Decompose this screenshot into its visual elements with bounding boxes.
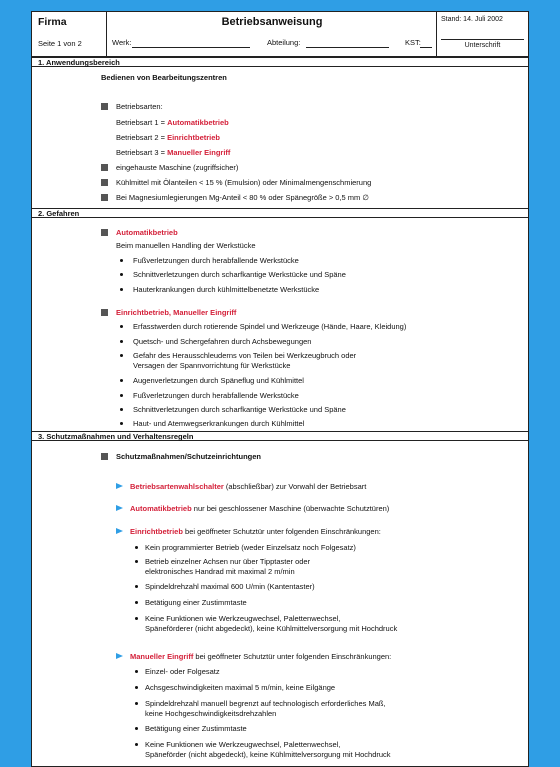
bullet-dot: [120, 273, 123, 276]
list-item: Erfasstwerden durch rotierende Spindel und Werkzeuge (Hände, Haare, Kleidung): [133, 322, 407, 331]
kst-label: KST:: [405, 38, 421, 47]
arrow-right-icon: [116, 483, 123, 489]
bullet-dot: [120, 288, 123, 291]
arrow-right-icon: [116, 528, 123, 534]
s1-subtitle: Bedienen von Bearbeitungszentren: [101, 73, 227, 82]
list-item: Spindeldrehzahl maximal 600 U/min (Kantentaster): [145, 582, 315, 591]
bullet-dot: [135, 585, 138, 588]
bullet-dot: [120, 422, 123, 425]
square-bullet: [101, 164, 108, 171]
s1-eingehaust: eingehauste Maschine (zugriffsicher): [116, 163, 239, 172]
section-heading-1: 1. Anwendungsbereich: [32, 57, 528, 67]
list-item-continued: Versagen der Spannvorrichtung für Werkstücke: [133, 361, 291, 370]
arrow-right-icon: [116, 653, 123, 659]
s1-kuehlmittel: Kühlmittel mit Ölanteilen < 15 % (Emulsion) oder Minimalmengenschmierung: [116, 178, 372, 187]
square-bullet: [101, 453, 108, 460]
bullet-dot: [120, 259, 123, 262]
arrow-right-icon: [116, 505, 123, 511]
list-item: Quetsch- und Schergefahren durch Achsbewegungen: [133, 337, 312, 346]
s1-betriebsarten: Betriebsarten:: [116, 102, 163, 111]
page-indicator: Seite 1 von 2: [38, 39, 82, 48]
company-name: Firma: [38, 16, 67, 28]
list-item: Einzel- oder Folgesatz: [145, 667, 220, 676]
list-item: Betätigung einer Zustimmtaste: [145, 724, 247, 733]
list-item: Keine Funktionen wie Werkzeugwechsel, Palettenwechsel,: [145, 614, 341, 623]
section-heading-3: 3. Schutzmaßnahmen und Verhaltensregeln: [32, 431, 528, 441]
list-item: Haut- und Atemwegserkrankungen durch Kühlmittel: [133, 419, 305, 428]
square-bullet: [101, 103, 108, 110]
signature-label: Unterschrift: [464, 42, 501, 49]
s1-betriebsart-3: Betriebsart 3 = Manueller Eingriff: [116, 148, 231, 157]
bullet-dot: [135, 743, 138, 746]
list-item: Hauterkrankungen durch kühlmittelbenetzte Werkstücke: [133, 285, 320, 294]
list-item: Betätigung einer Zustimmtaste: [145, 598, 247, 607]
list-item-continued: Späneförder (nicht abgedeckt), keine Kühlmittelversorgung mit Hochdruck: [145, 750, 391, 759]
werk-label: Werk:: [112, 38, 132, 47]
s3-measure-4: Manueller Eingriff bei geöffneter Schutztür unter folgenden Einschränkungen:: [130, 652, 392, 661]
list-item: Kein programmierter Betrieb (weder Einzelsatz noch Folgesatz): [145, 543, 356, 552]
werk-field[interactable]: [132, 47, 250, 48]
s2-einr-title: Einrichtbetrieb, Manueller Eingriff: [116, 308, 237, 317]
bullet-dot: [135, 670, 138, 673]
section-heading-2: 2. Gefahren: [32, 208, 528, 218]
list-item: Schnittverletzungen durch scharfkantige Werkstücke und Späne: [133, 270, 346, 279]
title-cell: [107, 12, 437, 56]
list-item-continued: keine Hochgeschwindigkeitsdrehzahlen: [145, 709, 277, 718]
abteilung-label: Abteilung:: [267, 38, 301, 47]
list-item: Fußverletzungen durch herabfallende Werkstücke: [133, 256, 299, 265]
s3-measure-1: Betriebsartenwahlschalter (abschließbar) zur Vorwahl der Betriebsart: [130, 482, 367, 491]
bullet-dot: [120, 394, 123, 397]
list-item: Achsgeschwindigkeiten maximal 5 m/min, keine Eilgänge: [145, 683, 336, 692]
company-cell: [32, 12, 107, 56]
list-item: Augenverletzungen durch Späneflug und Kühlmittel: [133, 376, 304, 385]
s1-betriebsart-1: Betriebsart 1 = Automatikbetrieb: [116, 118, 229, 127]
bullet-dot: [120, 354, 123, 357]
stand-cell: [437, 12, 528, 56]
bullet-dot: [135, 686, 138, 689]
list-item: Betrieb einzelner Achsen nur über Tipptaster oder: [145, 557, 311, 566]
square-bullet: [101, 179, 108, 186]
bullet-dot: [135, 617, 138, 620]
bullet-dot: [135, 702, 138, 705]
s3-measure-2: Automatikbetrieb nur bei geschlossener Maschine (überwachte Schutztüren): [130, 504, 390, 513]
list-item: Spindeldrehzahl manuell begrenzt auf technologisch erforderliches Maß,: [145, 699, 386, 708]
s3-subtitle: Schutzmaßnahmen/Schutzeinrichtungen: [116, 452, 262, 461]
bullet-dot: [135, 601, 138, 604]
list-item-continued: Späneförderer (nicht abgedeckt), keine Kühlmittelversorgung mit Hochdruck: [145, 624, 398, 633]
list-item: Fußverletzungen durch herabfallende Werkstücke: [133, 391, 299, 400]
bullet-dot: [120, 340, 123, 343]
bullet-dot: [135, 546, 138, 549]
square-bullet: [101, 194, 108, 201]
bullet-dot: [120, 379, 123, 382]
list-item: Keine Funktionen wie Werkzeugwechsel, Palettenwechsel,: [145, 740, 341, 749]
s3-measure-3: Einrichtbetrieb bei geöffneter Schutztür unter folgenden Einschränkungen:: [130, 527, 381, 536]
list-item: Schnittverletzungen durch scharfkantige Werkstücke und Späne: [133, 405, 346, 414]
list-item-continued: elektronisches Handrad mit maximal 2 m/min: [145, 567, 295, 576]
s1-betriebsart-2: Betriebsart 2 = Einrichtbetrieb: [116, 133, 221, 142]
abteilung-field[interactable]: [306, 47, 389, 48]
s2-auto-intro: Beim manuellen Handling der Werkstücke: [116, 241, 256, 250]
stand-date: Stand: 14. Juli 2002: [441, 16, 503, 23]
list-item: Gefahr des Herausschleuderns von Teilen bei Werkzeugbruch oder: [133, 351, 357, 360]
bullet-dot: [120, 408, 123, 411]
s1-magnesium: Bei Magnesiumlegierungen Mg-Anteil < 80 % oder Spänegröße > 0,5 mm ∅: [116, 193, 369, 202]
document-header: [32, 12, 528, 57]
document-title: Betriebsanweisung: [221, 16, 323, 28]
kst-field[interactable]: [420, 47, 432, 48]
bullet-dot: [135, 727, 138, 730]
signature-field[interactable]: [441, 39, 524, 40]
square-bullet: [101, 309, 108, 316]
square-bullet: [101, 229, 108, 236]
bullet-dot: [135, 560, 138, 563]
instruction-sheet: [31, 11, 529, 767]
bullet-dot: [120, 325, 123, 328]
s2-auto-title: Automatikbetrieb: [116, 228, 178, 237]
